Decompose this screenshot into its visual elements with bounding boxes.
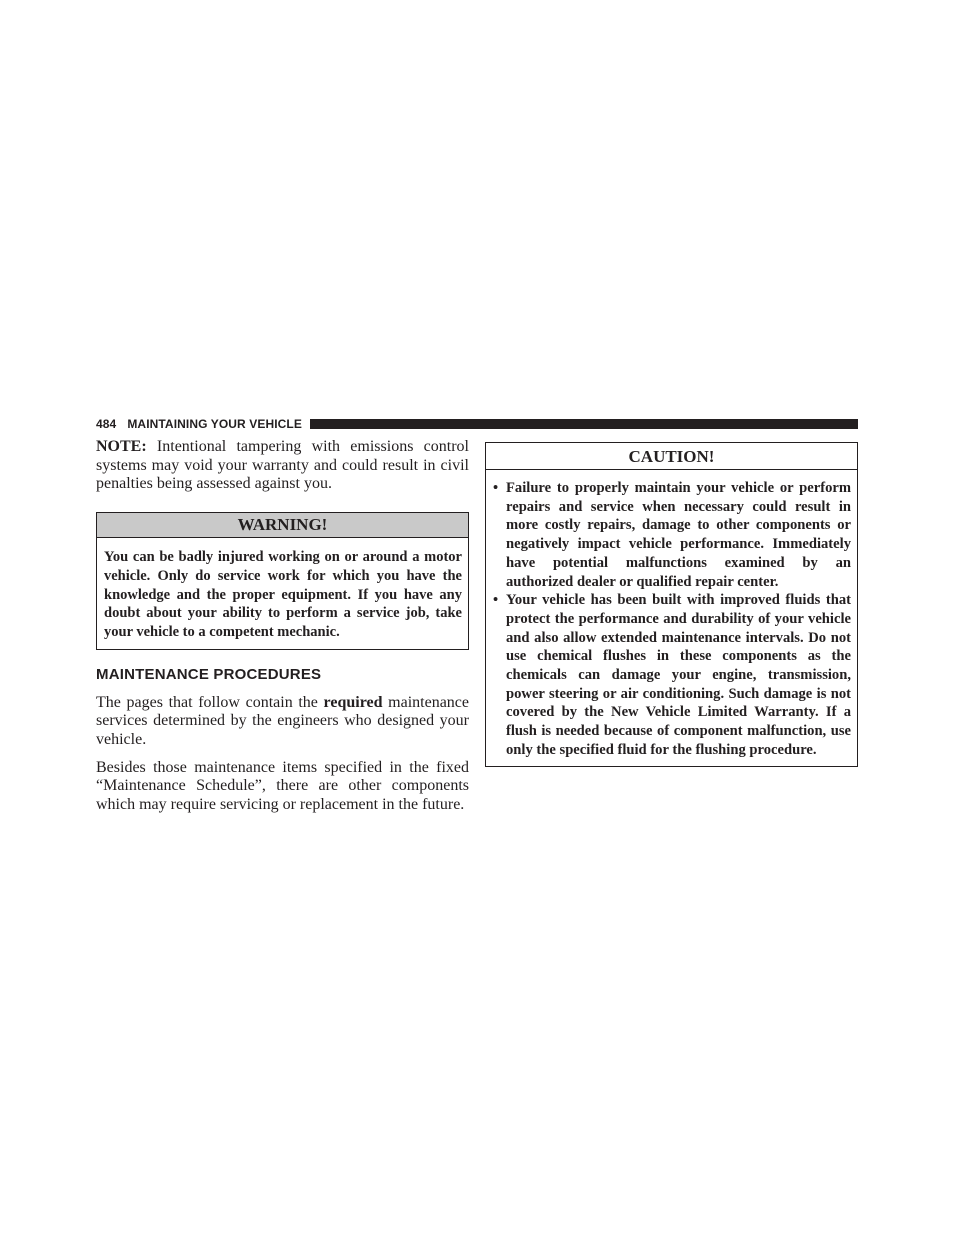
section-title: MAINTAINING YOUR VEHICLE — [127, 417, 302, 431]
maintenance-paragraph-1 — [96, 694, 469, 750]
page-header — [96, 417, 858, 431]
caution-title: CAUTION! — [486, 443, 857, 470]
caution-list — [486, 470, 857, 760]
caution-box — [485, 442, 858, 767]
left-column — [96, 438, 469, 815]
note-text: Intentional tampering with emissions control systems may void your warranty and could result in civil penalties being assessed against you. — [96, 438, 469, 493]
note-paragraph — [96, 438, 469, 494]
warning-title: WARNING! — [97, 513, 468, 538]
bullet-icon: • — [493, 592, 499, 609]
note-label: NOTE: — [96, 438, 147, 455]
right-column — [485, 442, 858, 767]
para1-text-end: maintenance services determined by the engineers who designed your vehicle. — [96, 693, 469, 749]
warning-box — [96, 512, 469, 650]
bullet-icon: • — [493, 480, 499, 496]
section-heading: MAINTENANCE PROCEDURES — [96, 665, 322, 683]
warning-text: You can be badly injured working on or around a motor vehicle. Only do service work for which you have the knowledge and the proper equipment. If you have any doubt about your ability to perform a service job, take your vehicle to a competent mechanic. — [104, 549, 462, 640]
page-number: 484 — [96, 417, 117, 431]
caution-item — [493, 591, 851, 759]
header-rule — [310, 419, 858, 429]
para1-bold-word: required — [323, 693, 383, 711]
maintenance-paragraph-2: Besides those maintenance items specified in the fixed “Maintenance Schedule”, there are other components which may require servicing or replacement in the future. — [96, 758, 469, 814]
caution-item-text: Failure to properly maintain your vehicle or perform repairs and service when necessary could result in more costly repairs, damage to other components or negatively impact vehicle performance. Immediately have potential malfunctions examined by an authorized dealer or qualified repair center. — [506, 480, 851, 590]
caution-item — [493, 479, 851, 591]
para1-text-start: The pages that follow contain the — [96, 693, 324, 711]
caution-item-text: Your vehicle has been built with improved fluids that protect the performance and durability of your vehicle and also allow extended maintenance intervals. Do not use chemical flushes in these components as the chemicals can damage your engine, transmission, power steering or air conditioning. Such damage is not covered by the New Vehicle Limited Warranty. If a flush is needed because of component malfunction, use only the specified fluid for the flushing procedure. — [506, 592, 851, 758]
